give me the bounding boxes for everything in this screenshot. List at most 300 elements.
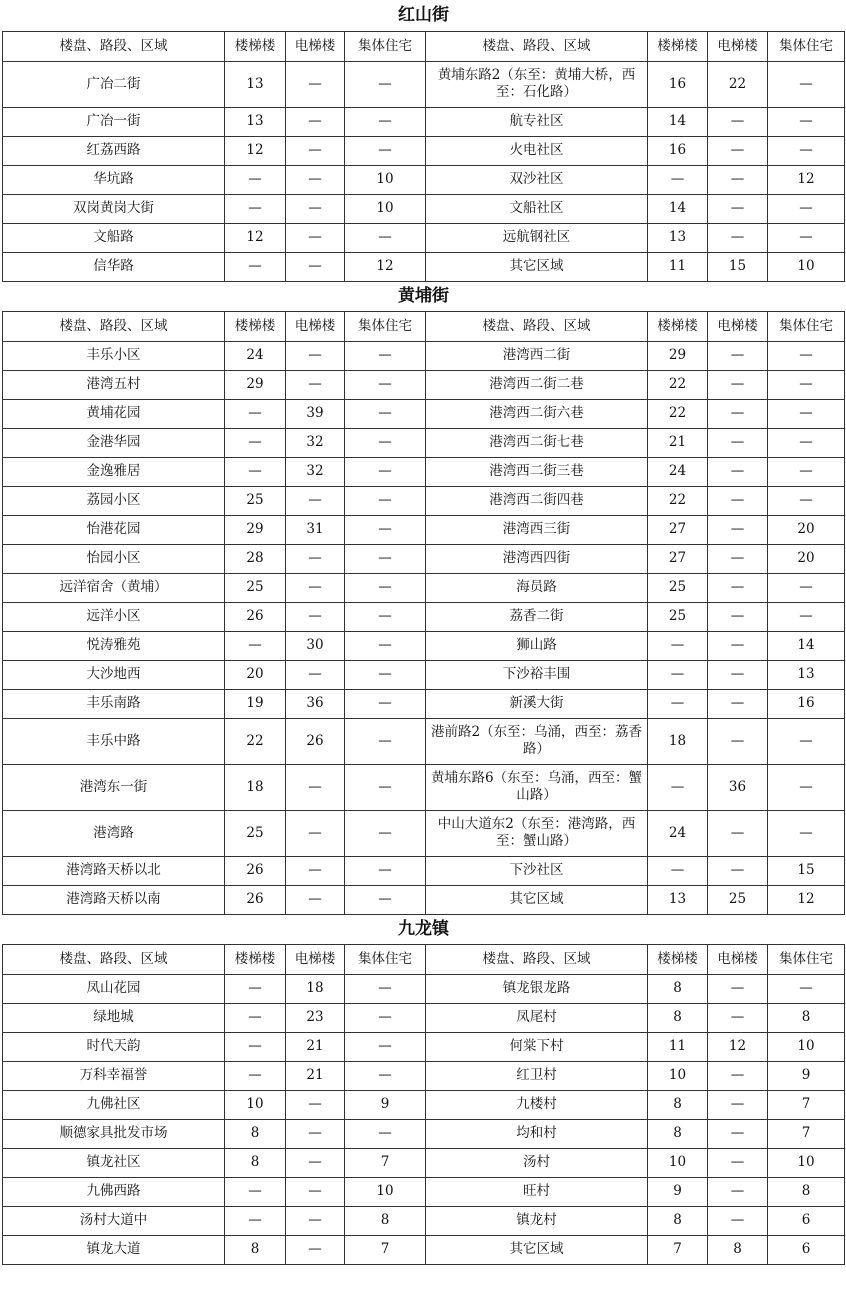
column-header: 集体住宅	[345, 31, 426, 61]
elevator-building-cell: 31	[286, 515, 345, 544]
column-header-row	[3, 944, 845, 974]
area-name-cell: 港湾西二街四巷	[426, 486, 648, 515]
area-name-cell: 荔香二街	[426, 602, 648, 631]
stair-building-cell: 27	[648, 544, 708, 573]
collective-housing-cell: 20	[768, 515, 845, 544]
stair-building-cell: 8	[648, 974, 708, 1003]
stair-building-cell: 26	[225, 856, 286, 885]
collective-housing-cell: —	[768, 136, 845, 165]
elevator-building-cell: —	[708, 515, 768, 544]
stair-building-cell: 21	[648, 428, 708, 457]
collective-housing-cell: 8	[345, 1206, 426, 1235]
collective-housing-cell: 6	[768, 1206, 845, 1235]
stair-building-cell: 8	[225, 1235, 286, 1264]
stair-building-cell: 29	[648, 341, 708, 370]
table-row	[3, 974, 845, 1003]
collective-housing-cell: —	[768, 370, 845, 399]
elevator-building-cell: 23	[286, 1003, 345, 1032]
collective-housing-cell: 10	[345, 194, 426, 223]
elevator-building-cell: 39	[286, 399, 345, 428]
stair-building-cell: 18	[225, 764, 286, 810]
stair-building-cell: 8	[648, 1003, 708, 1032]
elevator-building-cell: —	[708, 486, 768, 515]
column-header: 楼梯楼	[648, 31, 708, 61]
elevator-building-cell: —	[708, 136, 768, 165]
table-row	[3, 718, 845, 764]
elevator-building-cell: —	[286, 573, 345, 602]
table-row	[3, 399, 845, 428]
stair-building-cell: 13	[225, 107, 286, 136]
collective-housing-cell: 7	[345, 1148, 426, 1177]
area-name-cell: 凤山花园	[3, 974, 225, 1003]
elevator-building-cell: —	[708, 370, 768, 399]
area-name-cell: 远洋宿舍（黄埔）	[3, 573, 225, 602]
elevator-building-cell: —	[708, 660, 768, 689]
elevator-building-cell: —	[708, 602, 768, 631]
stair-building-cell: 12	[225, 136, 286, 165]
collective-housing-cell: 10	[345, 1177, 426, 1206]
area-name-cell: 港湾西四街	[426, 544, 648, 573]
table-row	[3, 61, 845, 107]
elevator-building-cell: —	[708, 974, 768, 1003]
collective-housing-cell: —	[768, 428, 845, 457]
section-title-row	[3, 281, 845, 311]
stair-building-cell: 29	[225, 515, 286, 544]
area-name-cell: 丰乐中路	[3, 718, 225, 764]
stair-building-cell: 22	[648, 370, 708, 399]
collective-housing-cell: —	[345, 856, 426, 885]
table-row	[3, 136, 845, 165]
elevator-building-cell: —	[286, 61, 345, 107]
collective-housing-cell: —	[345, 1032, 426, 1061]
elevator-building-cell: —	[708, 718, 768, 764]
area-name-cell: 其它区域	[426, 1235, 648, 1264]
collective-housing-cell: —	[768, 107, 845, 136]
collective-housing-cell: —	[345, 689, 426, 718]
elevator-building-cell: 21	[286, 1032, 345, 1061]
stair-building-cell: 26	[225, 885, 286, 914]
table-row	[3, 252, 845, 281]
area-name-cell: 金逸雅居	[3, 457, 225, 486]
elevator-building-cell: 26	[286, 718, 345, 764]
area-name-cell: 镇龙村	[426, 1206, 648, 1235]
elevator-building-cell: —	[708, 194, 768, 223]
stair-building-cell: —	[225, 1003, 286, 1032]
area-name-cell: 港湾西二街二巷	[426, 370, 648, 399]
column-header: 集体住宅	[768, 31, 845, 61]
table-row	[3, 457, 845, 486]
area-name-cell: 黄埔花园	[3, 399, 225, 428]
area-name-cell: 狮山路	[426, 631, 648, 660]
stair-building-cell: 8	[225, 1119, 286, 1148]
table-row	[3, 810, 845, 856]
elevator-building-cell: 15	[708, 252, 768, 281]
table-row	[3, 428, 845, 457]
elevator-building-cell: 22	[708, 61, 768, 107]
area-name-cell: 镇龙银龙路	[426, 974, 648, 1003]
area-name-cell: 航专社区	[426, 107, 648, 136]
elevator-building-cell: —	[286, 856, 345, 885]
area-name-cell: 时代天韵	[3, 1032, 225, 1061]
elevator-building-cell: 32	[286, 457, 345, 486]
collective-housing-cell: —	[345, 764, 426, 810]
elevator-building-cell: —	[708, 544, 768, 573]
collective-housing-cell: —	[345, 136, 426, 165]
table-row	[3, 341, 845, 370]
stair-building-cell: 25	[225, 486, 286, 515]
column-header: 楼盘、路段、区域	[3, 311, 225, 341]
collective-housing-cell: —	[345, 1119, 426, 1148]
elevator-building-cell: —	[708, 1003, 768, 1032]
stair-building-cell: 11	[648, 252, 708, 281]
area-name-cell: 九佛西路	[3, 1177, 225, 1206]
stair-building-cell: —	[225, 1177, 286, 1206]
stair-building-cell: 27	[648, 515, 708, 544]
stair-building-cell: —	[225, 457, 286, 486]
collective-housing-cell: 14	[768, 631, 845, 660]
collective-housing-cell: —	[345, 486, 426, 515]
elevator-building-cell: —	[286, 1090, 345, 1119]
section-title: 九龙镇	[3, 914, 845, 944]
stair-building-cell: —	[648, 631, 708, 660]
collective-housing-cell: —	[768, 602, 845, 631]
area-name-cell: 汤村大道中	[3, 1206, 225, 1235]
area-name-cell: 港湾西二街	[426, 341, 648, 370]
collective-housing-cell: —	[768, 718, 845, 764]
collective-housing-cell: —	[345, 631, 426, 660]
collective-housing-cell: 15	[768, 856, 845, 885]
stair-building-cell: 22	[225, 718, 286, 764]
area-name-cell: 华坑路	[3, 165, 225, 194]
elevator-building-cell: —	[708, 223, 768, 252]
stair-building-cell: 14	[648, 194, 708, 223]
elevator-building-cell: 32	[286, 428, 345, 457]
column-header: 楼梯楼	[225, 31, 286, 61]
area-name-cell: 万科幸福誉	[3, 1061, 225, 1090]
column-header-row	[3, 31, 845, 61]
area-name-cell: 九佛社区	[3, 1090, 225, 1119]
area-name-cell: 荔园小区	[3, 486, 225, 515]
elevator-building-cell: —	[708, 1177, 768, 1206]
stair-building-cell: 16	[648, 61, 708, 107]
elevator-building-cell: —	[708, 428, 768, 457]
collective-housing-cell: —	[345, 370, 426, 399]
stair-building-cell: —	[225, 428, 286, 457]
area-name-cell: 港湾路天桥以南	[3, 885, 225, 914]
elevator-building-cell: —	[286, 341, 345, 370]
elevator-building-cell: —	[286, 660, 345, 689]
collective-housing-cell: —	[345, 1061, 426, 1090]
stair-building-cell: —	[225, 1061, 286, 1090]
elevator-building-cell: —	[708, 457, 768, 486]
collective-housing-cell: 9	[768, 1061, 845, 1090]
table-row	[3, 1003, 845, 1032]
stair-building-cell: 8	[648, 1206, 708, 1235]
table-row	[3, 194, 845, 223]
stair-building-cell: 8	[648, 1119, 708, 1148]
area-name-cell: 文船社区	[426, 194, 648, 223]
rent-price-sheet	[2, 1, 844, 1265]
area-name-cell: 丰乐南路	[3, 689, 225, 718]
collective-housing-cell: —	[345, 515, 426, 544]
column-header: 电梯楼	[708, 311, 768, 341]
column-header: 楼梯楼	[225, 944, 286, 974]
elevator-building-cell: —	[708, 107, 768, 136]
area-name-cell: 广冶二街	[3, 61, 225, 107]
elevator-building-cell: —	[708, 399, 768, 428]
table-row	[3, 1235, 845, 1264]
table-row	[3, 1032, 845, 1061]
elevator-building-cell: —	[708, 1061, 768, 1090]
collective-housing-cell: 12	[768, 885, 845, 914]
stair-building-cell: —	[648, 165, 708, 194]
area-name-cell: 火电社区	[426, 136, 648, 165]
collective-housing-cell: —	[345, 223, 426, 252]
elevator-building-cell: —	[708, 1119, 768, 1148]
collective-housing-cell: —	[768, 810, 845, 856]
collective-housing-cell: —	[345, 544, 426, 573]
collective-housing-cell: 20	[768, 544, 845, 573]
elevator-building-cell: 30	[286, 631, 345, 660]
stair-building-cell: 11	[648, 1032, 708, 1061]
table-row	[3, 544, 845, 573]
elevator-building-cell: —	[286, 764, 345, 810]
column-header: 电梯楼	[286, 311, 345, 341]
stair-building-cell: 25	[225, 573, 286, 602]
collective-housing-cell: 7	[768, 1090, 845, 1119]
area-name-cell: 港前路2（东至：乌涌，西至：荔香路）	[426, 718, 648, 764]
collective-housing-cell: —	[345, 810, 426, 856]
stair-building-cell: 12	[225, 223, 286, 252]
column-header: 电梯楼	[286, 944, 345, 974]
stair-building-cell: 20	[225, 660, 286, 689]
elevator-building-cell: —	[708, 1206, 768, 1235]
column-header: 电梯楼	[708, 944, 768, 974]
elevator-building-cell: —	[708, 689, 768, 718]
collective-housing-cell: —	[768, 457, 845, 486]
elevator-building-cell: —	[286, 107, 345, 136]
table-row	[3, 1061, 845, 1090]
collective-housing-cell: 6	[768, 1235, 845, 1264]
stair-building-cell: 13	[648, 223, 708, 252]
area-name-cell: 大沙地西	[3, 660, 225, 689]
table-row	[3, 573, 845, 602]
collective-housing-cell: —	[768, 974, 845, 1003]
area-name-cell: 新溪大街	[426, 689, 648, 718]
elevator-building-cell: —	[708, 165, 768, 194]
area-name-cell: 九楼村	[426, 1090, 648, 1119]
elevator-building-cell: 8	[708, 1235, 768, 1264]
stair-building-cell: 13	[225, 61, 286, 107]
column-header: 楼盘、路段、区域	[426, 31, 648, 61]
collective-housing-cell: 8	[768, 1177, 845, 1206]
elevator-building-cell: —	[708, 856, 768, 885]
area-name-cell: 广冶一街	[3, 107, 225, 136]
collective-housing-cell: —	[768, 399, 845, 428]
area-name-cell: 港湾西二街六巷	[426, 399, 648, 428]
table-row	[3, 1206, 845, 1235]
stair-building-cell: 18	[648, 718, 708, 764]
table-row	[3, 1177, 845, 1206]
area-name-cell: 信华路	[3, 252, 225, 281]
elevator-building-cell: —	[286, 1148, 345, 1177]
elevator-building-cell: 18	[286, 974, 345, 1003]
elevator-building-cell: —	[286, 165, 345, 194]
collective-housing-cell: 9	[345, 1090, 426, 1119]
column-header: 楼盘、路段、区域	[426, 311, 648, 341]
stair-building-cell: —	[648, 660, 708, 689]
stair-building-cell: 26	[225, 602, 286, 631]
area-name-cell: 下沙裕丰围	[426, 660, 648, 689]
table-row	[3, 515, 845, 544]
collective-housing-cell: —	[345, 602, 426, 631]
column-header: 电梯楼	[708, 31, 768, 61]
table-row	[3, 885, 845, 914]
area-name-cell: 黄埔东路6（东至：乌涌，西至：蟹山路）	[426, 764, 648, 810]
table-row	[3, 764, 845, 810]
area-name-cell: 怡园小区	[3, 544, 225, 573]
table-row	[3, 856, 845, 885]
collective-housing-cell: 10	[768, 1032, 845, 1061]
stair-building-cell: —	[225, 165, 286, 194]
area-name-cell: 双沙社区	[426, 165, 648, 194]
stair-building-cell: 24	[648, 810, 708, 856]
column-header: 楼梯楼	[225, 311, 286, 341]
table-row	[3, 165, 845, 194]
area-name-cell: 港湾西二街七巷	[426, 428, 648, 457]
collective-housing-cell: —	[768, 573, 845, 602]
area-name-cell: 其它区域	[426, 885, 648, 914]
area-name-cell: 顺德家具批发市场	[3, 1119, 225, 1148]
elevator-building-cell: —	[286, 486, 345, 515]
collective-housing-cell: —	[768, 223, 845, 252]
column-header: 电梯楼	[286, 31, 345, 61]
table-row	[3, 631, 845, 660]
elevator-building-cell: —	[286, 223, 345, 252]
area-name-cell: 红卫村	[426, 1061, 648, 1090]
area-name-cell: 中山大道东2（东至：港湾路，西至：蟹山路）	[426, 810, 648, 856]
stair-building-cell: —	[225, 631, 286, 660]
collective-housing-cell: —	[345, 885, 426, 914]
column-header: 集体住宅	[768, 311, 845, 341]
elevator-building-cell: —	[708, 573, 768, 602]
elevator-building-cell: —	[286, 602, 345, 631]
area-name-cell: 港湾五村	[3, 370, 225, 399]
collective-housing-cell: —	[345, 660, 426, 689]
elevator-building-cell: —	[286, 370, 345, 399]
column-header: 楼梯楼	[648, 311, 708, 341]
stair-building-cell: 24	[648, 457, 708, 486]
collective-housing-cell: —	[768, 61, 845, 107]
collective-housing-cell: 12	[345, 252, 426, 281]
stair-building-cell: 13	[648, 885, 708, 914]
area-name-cell: 镇龙大道	[3, 1235, 225, 1264]
collective-housing-cell: —	[345, 399, 426, 428]
area-name-cell: 旺村	[426, 1177, 648, 1206]
elevator-building-cell: —	[708, 1090, 768, 1119]
area-name-cell: 怡港花园	[3, 515, 225, 544]
stair-building-cell: —	[648, 856, 708, 885]
elevator-building-cell: —	[708, 1148, 768, 1177]
elevator-building-cell: 21	[286, 1061, 345, 1090]
collective-housing-cell: —	[345, 457, 426, 486]
stair-building-cell: —	[225, 399, 286, 428]
stair-building-cell: 22	[648, 486, 708, 515]
stair-building-cell: 29	[225, 370, 286, 399]
table-row	[3, 602, 845, 631]
collective-housing-cell: —	[768, 341, 845, 370]
elevator-building-cell: 36	[286, 689, 345, 718]
collective-housing-cell: —	[345, 341, 426, 370]
collective-housing-cell: 10	[768, 1148, 845, 1177]
table-row	[3, 660, 845, 689]
column-header: 集体住宅	[768, 944, 845, 974]
stair-building-cell: 25	[648, 602, 708, 631]
area-name-cell: 下沙社区	[426, 856, 648, 885]
area-name-cell: 其它区域	[426, 252, 648, 281]
elevator-building-cell: 25	[708, 885, 768, 914]
area-name-cell: 港湾西二街三巷	[426, 457, 648, 486]
elevator-building-cell: —	[708, 810, 768, 856]
stair-building-cell: —	[225, 1032, 286, 1061]
table-row	[3, 1090, 845, 1119]
stair-building-cell: —	[648, 689, 708, 718]
collective-housing-cell: —	[345, 107, 426, 136]
area-name-cell: 港湾路天桥以北	[3, 856, 225, 885]
area-name-cell: 港湾东一街	[3, 764, 225, 810]
section-title-row	[3, 914, 845, 944]
column-header: 楼梯楼	[648, 944, 708, 974]
area-name-cell: 均和村	[426, 1119, 648, 1148]
area-name-cell: 丰乐小区	[3, 341, 225, 370]
stair-building-cell: 22	[648, 399, 708, 428]
area-name-cell: 港湾路	[3, 810, 225, 856]
collective-housing-cell: —	[345, 573, 426, 602]
elevator-building-cell: —	[286, 1119, 345, 1148]
area-name-cell: 黄埔东路2（东至：黄埔大桥，西至：石化路）	[426, 61, 648, 107]
collective-housing-cell: 7	[345, 1235, 426, 1264]
stair-building-cell: —	[225, 194, 286, 223]
stair-building-cell: —	[225, 252, 286, 281]
collective-housing-cell: 8	[768, 1003, 845, 1032]
elevator-building-cell: —	[708, 631, 768, 660]
stair-building-cell: 10	[225, 1090, 286, 1119]
stair-building-cell: —	[225, 1206, 286, 1235]
collective-housing-cell: —	[768, 486, 845, 515]
table-row	[3, 370, 845, 399]
column-header-row	[3, 311, 845, 341]
stair-building-cell: 8	[648, 1090, 708, 1119]
area-name-cell: 远航钢社区	[426, 223, 648, 252]
table-row	[3, 1148, 845, 1177]
stair-building-cell: —	[225, 974, 286, 1003]
elevator-building-cell: —	[286, 885, 345, 914]
section-title: 红山街	[3, 1, 845, 31]
stair-building-cell: 9	[648, 1177, 708, 1206]
elevator-building-cell: —	[286, 810, 345, 856]
column-header: 集体住宅	[345, 944, 426, 974]
collective-housing-cell: —	[768, 194, 845, 223]
area-name-cell: 远洋小区	[3, 602, 225, 631]
area-name-cell: 文船路	[3, 223, 225, 252]
district-table	[2, 1, 845, 1265]
collective-housing-cell: —	[345, 428, 426, 457]
area-name-cell: 汤村	[426, 1148, 648, 1177]
area-name-cell: 金港华园	[3, 428, 225, 457]
area-name-cell: 镇龙社区	[3, 1148, 225, 1177]
table-row	[3, 223, 845, 252]
column-header: 楼盘、路段、区域	[3, 944, 225, 974]
